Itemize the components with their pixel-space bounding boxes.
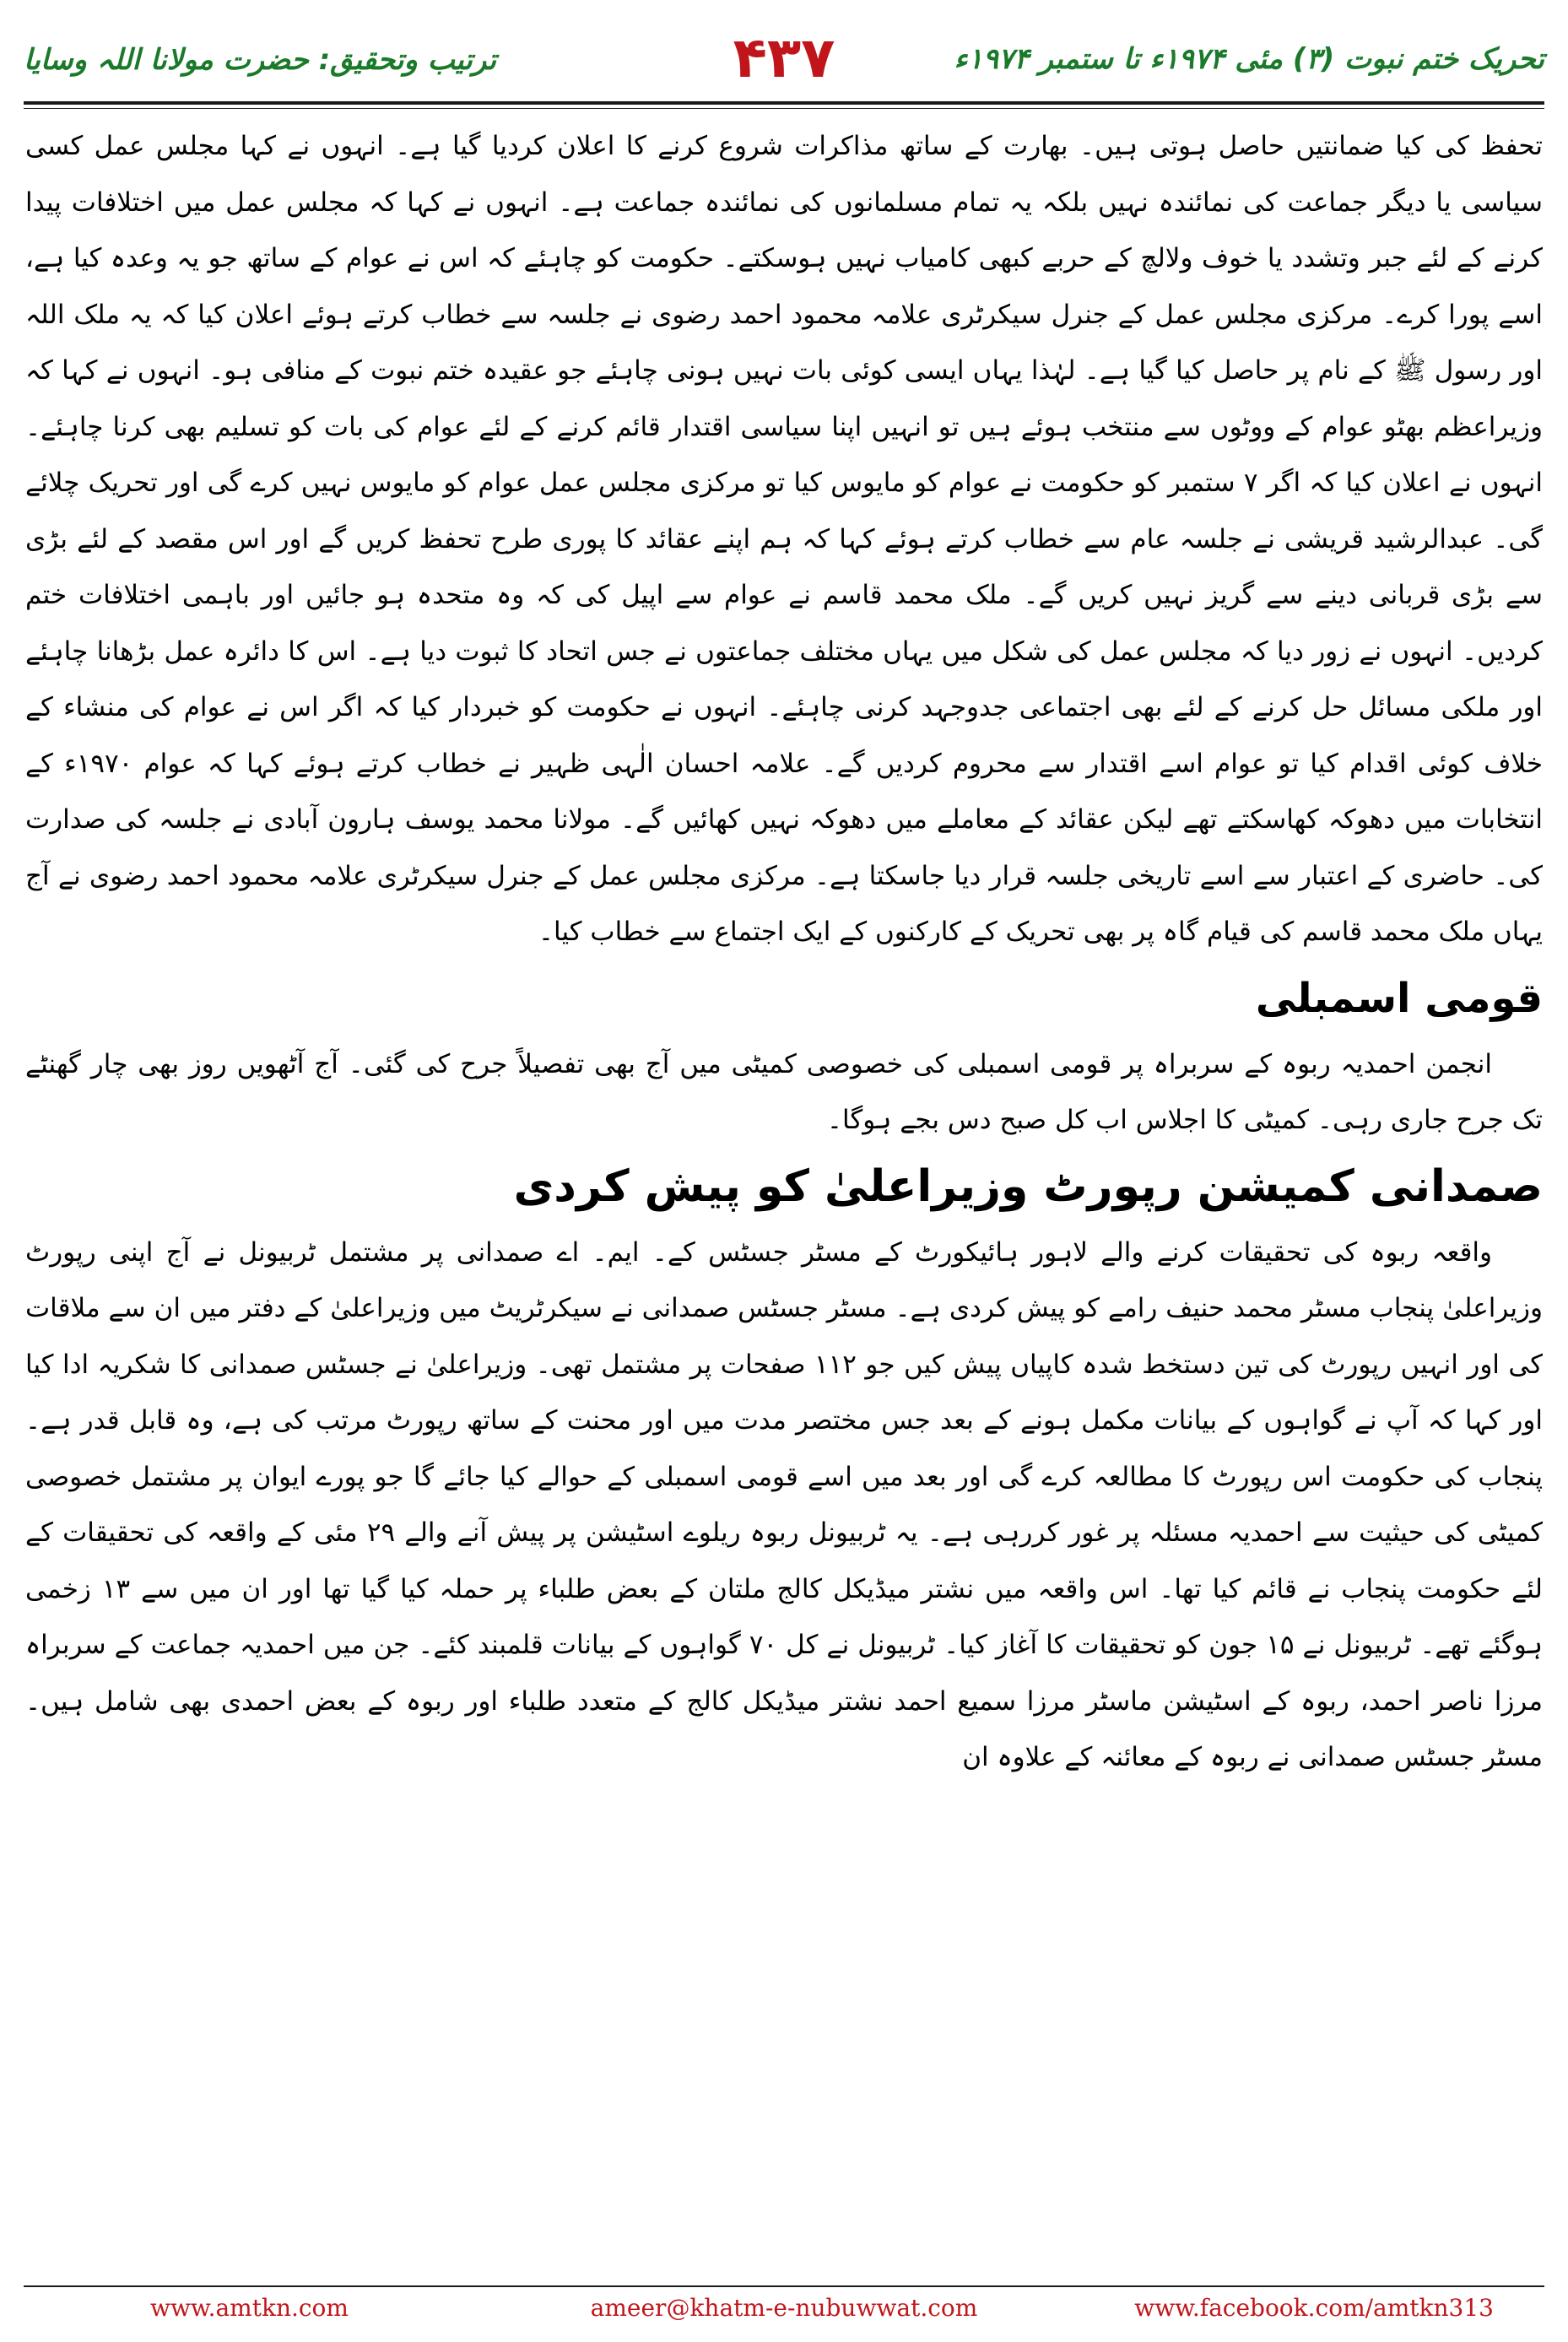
body-paragraph-2: انجمن احمدیہ ربوہ کے سربراہ پر قومی اسمبلی کی خصوصی کمیٹی میں آج بھی تفصیلاً جرح کی گئی۔ آج آٹھویں روز بھی چار گھنٹے تک جرح جاری رہی۔ کمیٹی کا اجلاس اب کل صبح دس بجے ہوگا۔ [25, 1048, 1543, 1135]
footer-email-link[interactable]: ameer@khatm-e-nubuwwat.com [590, 2294, 978, 2322]
section-heading-samdani-commission: صمدانی کمیشن رپورٹ وزیراعلیٰ کو پیش کردی [513, 1160, 1543, 1212]
body-paragraph-3: واقعہ ربوہ کی تحقیقات کرنے والے لاہور ہائیکورٹ کے مسٹر جسٹس کے۔ ایم۔ اے صمدانی پر مشتمل ٹربیونل نے آج اپنی رپورٹ وزیراعلیٰ پنجاب مسٹر محمد حنیف رامے کو پیش کردی ہے۔ مسٹر جسٹس صمدانی نے سیکرٹریٹ میں وزیراعلیٰ کے دفتر میں ان سے ملاقات کی اور انہیں رپورٹ کی تین دستخط شدہ کاپیاں پیش کیں جو ۱۱۲ صفحات پر مشتمل تھی۔ وزیراعلیٰ نے جسٹس صمدانی کا شکریہ ادا کیا اور کہا کہ آپ نے گواہوں کے بیانات مکمل ہونے کے بعد جس مختصر مدت میں اور محنت کے ساتھ رپورٹ مرتب کی ہے، وہ قابل قدر ہے۔ پنجاب کی حکومت اس رپورٹ کا مطالعہ کرے گی اور بعد میں اسے قومی اسمبلی کے حوالے کیا جائے گا جو پورے ایوان پر مشتمل خصوصی کمیٹی کی حیثیت سے احمدیہ مسئلہ پر غور کررہی ہے۔ یہ ٹربیونل ربوہ ریلوے اسٹیشن پر پیش آنے والے ۲۹ مئی کے واقعہ کی تحقیقات کے لئے حکومت پنجاب نے قائم کیا تھا۔ اس واقعہ میں نشتر میڈیکل کالج ملتان کے بعض طلباء پر حملہ کیا گیا تھا اور ان میں سے ۱۳ زخمی ہوگئے تھے۔ ٹربیونل نے ۱۵ جون کو تحقیقات کا آغاز کیا۔ ٹربیونل نے کل ۷۰ گواہوں کے بیانات قلمبند کئے۔ جن میں احمدیہ جماعت کے سربراہ مرزا ناصر احمد، ربوہ کے اسٹیشن ماسٹر مرزا سمیع احمد نشتر میڈیکل کالج کے متعدد طلباء اور ربوہ کے بعض احمدی بھی شامل ہیں۔ مسٹر جسٹس صمدانی نے ربوہ کے معائنہ کے علاوہ ان [25, 1236, 1543, 1772]
book-title: تحریک ختم نبوت (۳) مئی ۱۹۷۴ء تا ستمبر ۱۹۷۴ء [954, 42, 1544, 76]
compiler-credit: ترتیب وتحقیق: حضرت مولانا اللہ وسایا [24, 43, 497, 77]
body-paragraph-1: تحفظ کی کیا ضمانتیں حاصل ہوتی ہیں۔ بھارت کے ساتھ مذاکرات شروع کرنے کا اعلان کردیا گیا ہے۔ انہوں نے کہا مجلس عمل کسی سیاسی یا دیگر جماعت کی نمائندہ نہیں بلکہ یہ تمام مسلمانوں کی نمائندہ جماعت ہے۔ انہوں نے کہا کہ مجلس عمل میں اختلافات پیدا کرنے کے لئے جبر وتشدد یا خوف ولالچ کے حربے کبھی کامیاب نہیں ہوسکتے۔ حکومت کو چاہئے کہ اس نے عوام کے ساتھ جو یہ وعدہ کیا ہے، اسے پورا کرے۔ مرکزی مجلس عمل کے جنرل سیکرٹری علامہ محمود احمد رضوی نے جلسہ سے خطاب کرتے ہوئے اعلان کیا کہ یہ ملک اللہ اور رسول ﷺ کے نام پر حاصل کیا گیا ہے۔ لہٰذا یہاں ایسی کوئی بات نہیں ہونی چاہئے جو عقیدہ ختم نبوت کے منافی ہو۔ انہوں نے کہا کہ وزیراعظم بھٹو عوام کے ووٹوں سے منتخب ہوئے ہیں تو انہیں اپنا سیاسی اقتدار قائم کرنے کے لئے عوام کی بات کو تسلیم بھی کرنا چاہئے۔ انہوں نے اعلان کیا کہ اگر ۷ ستمبر کو حکومت نے عوام کو مایوس کیا تو مرکزی مجلس عمل عوام کو مایوس نہیں کرے گی اور تحریک چلائے گی۔ عبدالرشید قریشی نے جلسہ عام سے خطاب کرتے ہوئے کہا کہ ہم اپنے عقائد کا پوری طرح تحفظ کریں گے اور اس مقصد کے لئے بڑی سے بڑی قربانی دینے سے گریز نہیں کریں گے۔ ملک محمد قاسم نے عوام سے اپیل کی کہ وہ متحدہ ہو جائیں اور باہمی اختلافات ختم کردیں۔ انہوں نے زور دیا کہ مجلس عمل کی شکل میں یہاں مختلف جماعتوں نے جس اتحاد کا ثبوت دیا ہے۔ اس کا دائرہ عمل بڑھانا چاہئے اور ملکی مسائل حل کرنے کے لئے بھی اجتماعی جدوجہد کرنی چاہئے۔ انہوں نے حکومت کو خبردار کیا کہ اگر اس نے عوام کی منشاء کے خلاف کوئی اقدام کیا تو عوام اسے اقتدار سے محروم کردیں گے۔ علامہ احسان الٰہی ظہیر نے خطاب کرتے ہوئے کہا کہ عوام ۱۹۷۰ء کے انتخابات میں دھوکہ کھاسکتے تھے لیکن عقائد کے معاملے میں دھوکہ نہیں کھائیں گے۔ مولانا محمد یوسف ہارون آبادی نے جلسہ کی صدارت کی۔ حاضری کے اعتبار سے اسے تاریخی جلسہ قرار دیا جاسکتا ہے۔ مرکزی مجلس عمل کے جنرل سیکرٹری علامہ محمود احمد رضوی نے آج یہاں ملک محمد قاسم کی قیام گاہ پر بھی تحریک کے کارکنوں کے ایک اجتماع سے خطاب کیا۔ [25, 131, 1543, 947]
footer-divider [24, 2285, 1544, 2287]
page-body [25, 118, 1543, 1786]
footer-website-link[interactable]: www.amtkn.com [150, 2294, 349, 2322]
page-number: ۴۳۷ [733, 25, 835, 90]
section-heading-national-assembly: قومی اسمبلی [1255, 974, 1543, 1022]
page-header [24, 25, 1544, 101]
header-divider [24, 101, 1544, 109]
page-footer [24, 2294, 1544, 2328]
footer-facebook-link[interactable]: www.facebook.com/amtkn313 [1134, 2294, 1494, 2322]
